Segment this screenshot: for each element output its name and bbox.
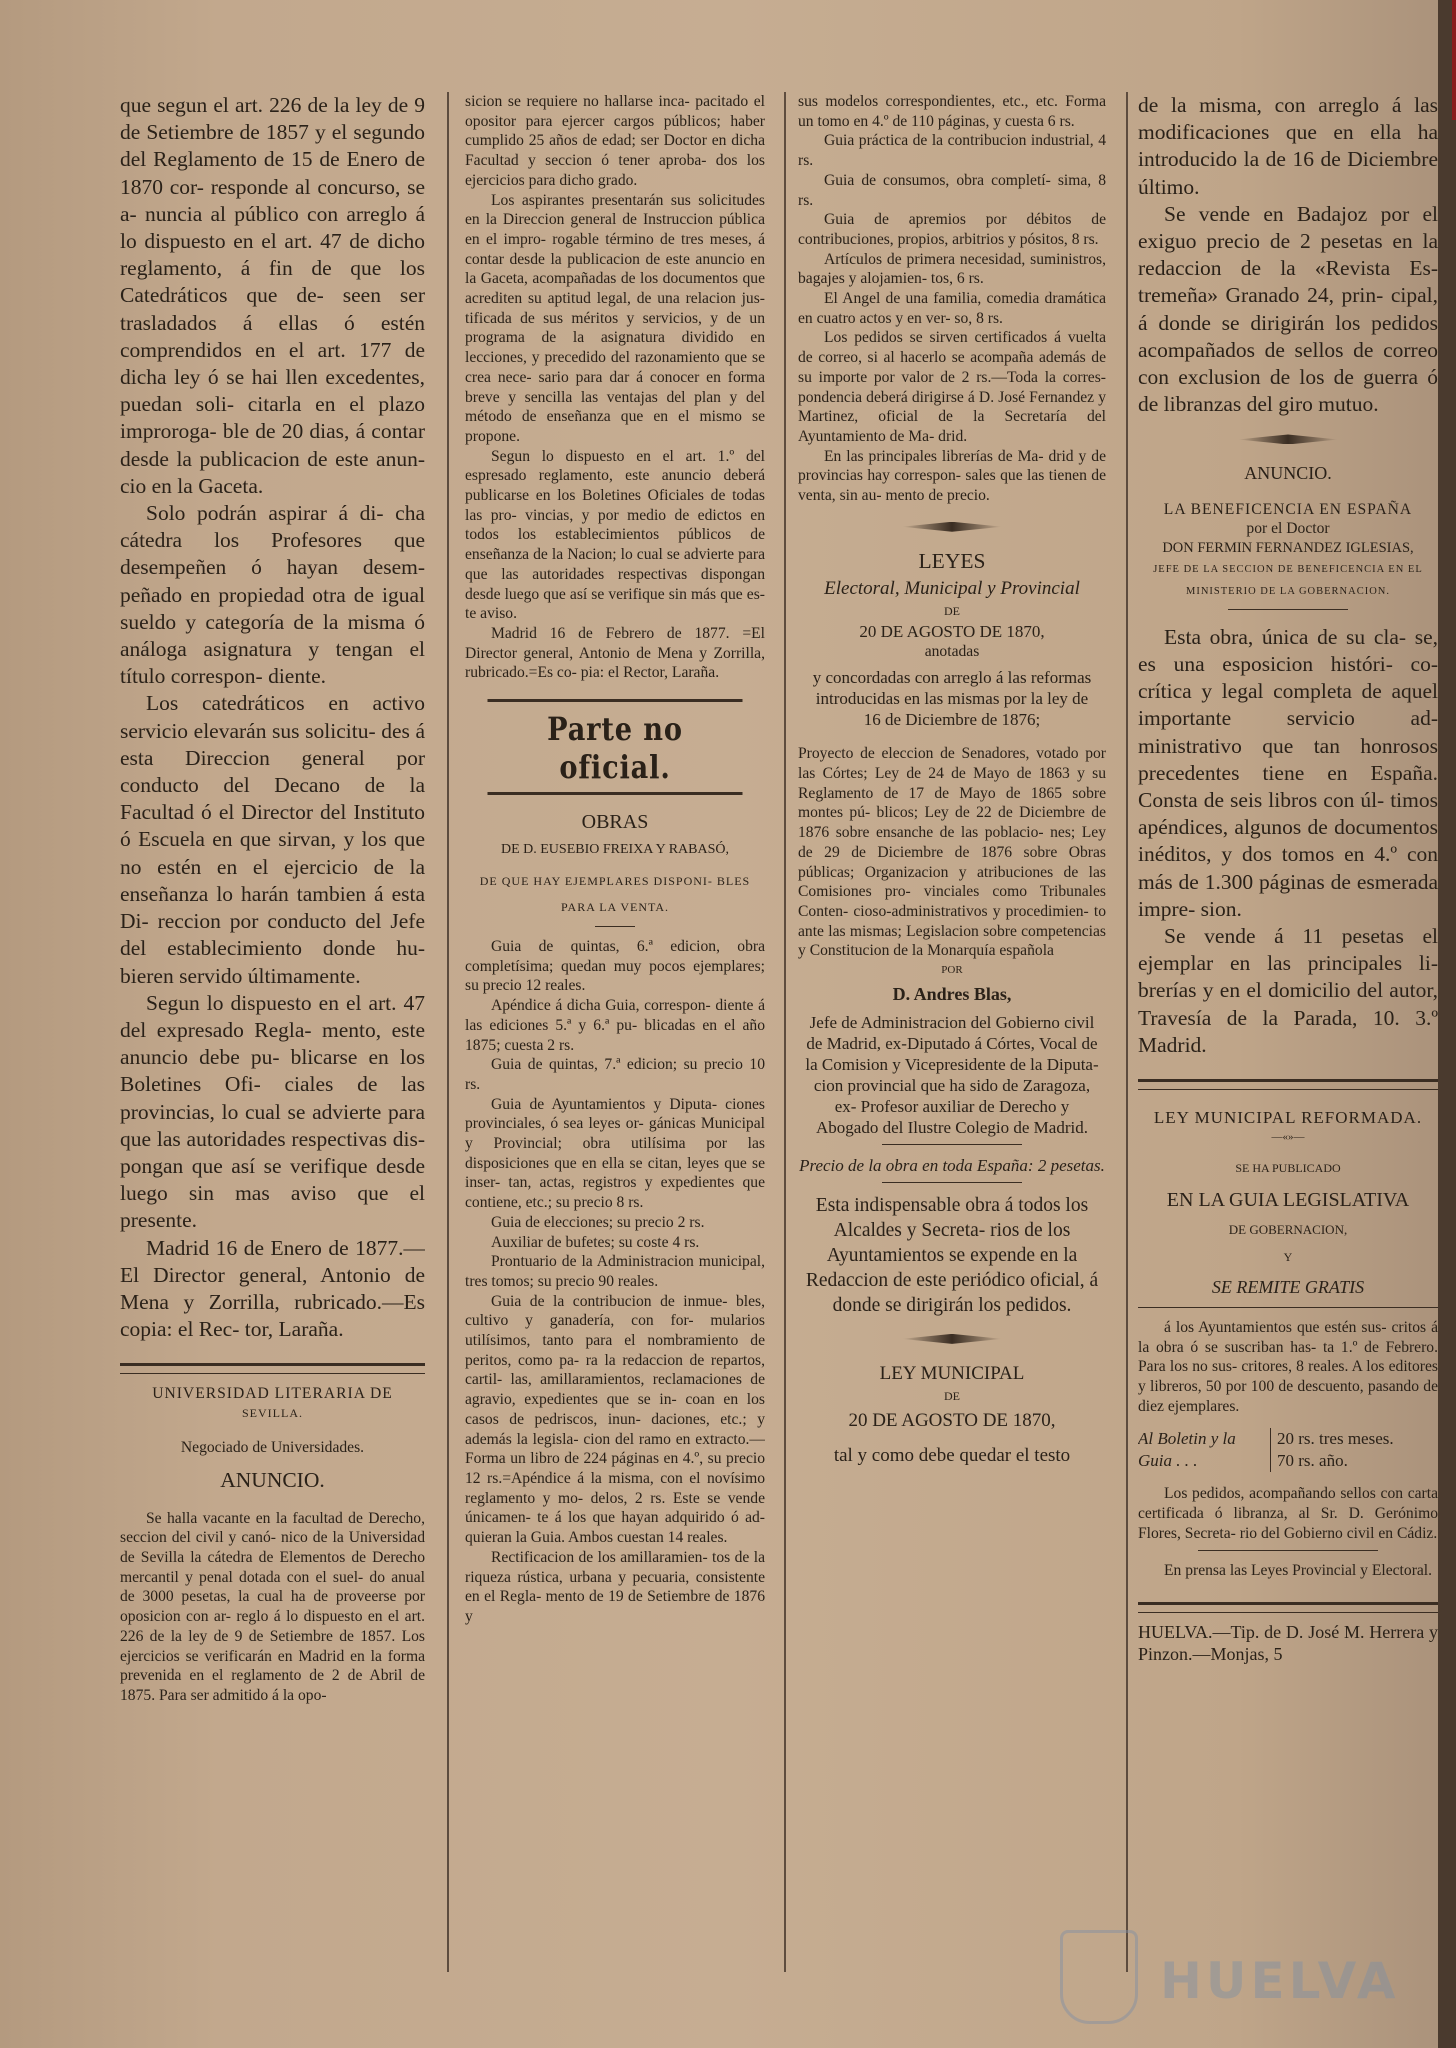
text: 20 DE AGOSTO DE 1870, bbox=[859, 621, 1045, 641]
text: Jefe de Administracion del Gobierno civil de Madrid, ex-Diputado á Córtes, Vocal de la Comision y Vicepresidente de la Diputa- cion provincial que ha sido de Zaragoza, ex- Profesor auxiliar de Derecho y Abogado del Ilustre Colegio de Madrid. bbox=[805, 1012, 1099, 1137]
subheading: Electoral, Municipal y Provincial bbox=[824, 577, 1080, 599]
price-labels bbox=[1138, 1428, 1270, 1472]
column-4 bbox=[1138, 92, 1438, 1992]
ornament bbox=[1238, 434, 1338, 444]
paragraph: de la misma, con arreglo á las modificaciones que en ella ha introducido la de 16 de Diciembre último. bbox=[1138, 93, 1438, 199]
paragraph: Se halla vacante en la facultad de Derecho, seccion del civil y canó- nico de la Universidad de Sevilla la cátedra de Elementos de Derecho mercantil y penal dotada con el suel- do anual de 3000 pesetas, la cual ha de proveerse por oposicion con ar- reglo á lo dispuesto en el art. 226 de la ley de 9 de Setiembre de 1857. Los ejercicios se verificarán en Madrid en la forma prevenida en el reglamento de 2 de Abril de 1875. Para ser admitido á la opo- bbox=[120, 1509, 425, 1704]
text: tal y como debe quedar el testo bbox=[833, 1445, 1071, 1467]
section-divider bbox=[1138, 1079, 1438, 1090]
text: 20 DE AGOSTO DE 1870, bbox=[848, 1409, 1056, 1431]
divider bbox=[595, 926, 635, 927]
text: POR bbox=[941, 964, 963, 977]
imprint: HUELVA.—Tip. de D. José M. Herrera y Pinzon.—Monjas, 5 bbox=[1138, 1622, 1438, 1665]
watermark: HUELVA bbox=[1160, 1952, 1400, 2010]
list-item: Rectificacion de los amillaramien- tos de la riqueza rústica, urbana y pecuaria, consistente en el Regla- mento de 19 de Setiembre de 1876 y bbox=[465, 1548, 765, 1625]
signature-line: Madrid 16 de Enero de 1877.—El Director general, Antonio de Mena y Zorrilla, rubricado.—Es copia: el Rec- tor, Laraña. bbox=[120, 1235, 425, 1342]
price-label: Al Boletin y la bbox=[1138, 1429, 1236, 1449]
ornament: —«»— bbox=[1271, 1130, 1305, 1143]
ornament bbox=[902, 1334, 1002, 1344]
paragraph: Solo podrán aspirar á di- cha cátedra los Profesores que desempeñen ó hayan desem- peñado en propiedad otra de igual sueldo y categoría de la misma ó análoga asignatura y tengan el título correspon- diente. bbox=[120, 501, 425, 689]
paragraph: á los Ayuntamientos que estén sus- critos á la obra ó se suscriban has- ta 1.º de Febrero. Para los no sus- critores, 8 reales. A los editores y libreros, 50 por 100 de descuento, pasando de diez ejemplares. bbox=[1138, 1318, 1438, 1415]
divider bbox=[1198, 1550, 1378, 1551]
heading: OBRAS bbox=[581, 811, 649, 834]
list-item: Guia de la contribucion de inmue- bles, cultivo y ganadería, con for- mularios utilísimos, tanto para el nombramiento de peritos, como pa- ra la redaccion de repartos, cartil- las, amillaramientos, reclamaciones de agravio, expedientes que se in- coan en los casos de pedriscos, inun- daciones, etc.; y además la legisla- cion del ramo en extracto.—Forma un libro de 224 páginas en 4.º, su precio 12 rs.=Apéndice á la misma, con el novísimo reglamento y mo- delos, 2 rs. Este se vende únicamen- te á los que hayan adquirido ó ad- quieran la Guia. Ambos cuestan 14 reales. bbox=[465, 1292, 765, 1547]
paragraph: Se vende á 11 pesetas el ejemplar en las principales li- brerías y en el domicilio del autor, Travesía de la Parada, 10. 3.º Madrid. bbox=[1138, 923, 1438, 1057]
paragraph: Se vende en Badajoz por el exiguo precio de 2 pesetas en la redaccion de la «Revista Es- tremeña» Granado 24, prin- cipal, á donde se dirigirán los pedidos acompañados de sellos de correo con exclusion de los de guerra ó de libranzas del giro mutuo. bbox=[1138, 201, 1438, 417]
list-item: Guia práctica de la contribucion industrial, 4 rs. bbox=[798, 132, 1106, 170]
list-item: Guia de elecciones; su precio 2 rs. bbox=[491, 1213, 705, 1231]
column-1 bbox=[120, 92, 425, 1992]
list-item: En las principales librerías de Ma- drid y de provincias hay correspon- sales que las tienen de venta, sin au- mento de precio. bbox=[798, 447, 1106, 505]
paragraph: En prensa las Leyes Provincial y Electoral. bbox=[1164, 1561, 1433, 1579]
price-value: 20 rs. tres meses. bbox=[1277, 1429, 1394, 1449]
paragraph: Los aspirantes presentarán sus solicitudes en la Direccion general de Instruccion pública en el impro- rogable término de tres meses, á contar desde la publicacion de este anuncio en la Gaceta, acompañadas de los documentos que acrediten su aptitud legal, de una relacion jus- tificada de sus méritos y servicios, y de un programa de la asignatura dividido en lecciones, y precedido del razonamiento que se crea nece- sario para dar á conocer en forma breve y sencilla las ventajas del plan y del método de enseñanza que en el mismo se propone. bbox=[465, 191, 765, 445]
library-seal-icon bbox=[1060, 1930, 1138, 2024]
list-item: Los pedidos se sirven certificados á vuelta de correo, si al hacerlo se acompaña además de su importe por valor de 2 rs.—Toda la corres- pondencia deberá dirigirse á D. José Fernandez y Martinez, oficial de la Secretaría del Ayuntamiento de Ma- drid. bbox=[798, 329, 1106, 445]
subheading: DE QUE HAY EJEMPLARES DISPONI- BLES PARA LA VENTA. bbox=[479, 874, 751, 914]
list-item: El Angel de una familia, comedia dramática en cuatro actos y en ver- so, 8 rs. bbox=[798, 290, 1106, 327]
column-2 bbox=[465, 92, 765, 1992]
paragraph: Esta obra, única de su cla- se, es una esposicion históri- co-crítica y legal completa de aquel importante servicio ad- ministrativo que tan honrosos precedentes tiene en España. Consta de seis libros con úl- timos apéndices, algunos de documentos inéditos, y dos tomos en 4.º con más de 1.300 páginas de esmerada impre- sion. bbox=[1138, 624, 1438, 921]
author-name: D. Andres Blas, bbox=[892, 983, 1012, 1004]
text: y concordadas con arreglo á las reformas introducidas en las mismas por la ley de 16 de Diciembre de 1876; bbox=[812, 668, 1092, 730]
heading: SEVILLA. bbox=[242, 1406, 303, 1421]
heading: LEY MUNICIPAL bbox=[879, 1362, 1025, 1384]
paragraph: Segun lo dispuesto en el art. 47 del expresado Regla- mento, este anuncio debe pu- blicarse en los Boletines Ofi- ciales de las provincias, lo cual se advierte para que las autoridades respectivas dis- pongan que así se verifique desde luego sin mas aviso que el presente. bbox=[120, 990, 425, 1233]
heading: ANUNCIO. bbox=[220, 1468, 325, 1493]
list-item: Artículos de primera necesidad, suministros, bagajes y alojamien- tos, 6 rs. bbox=[798, 250, 1106, 288]
book-list bbox=[465, 937, 765, 1627]
list-item: Prontuario de la Administracion municipal, tres tomos; su precio 90 reales. bbox=[465, 1253, 765, 1290]
paragraph: Los catedráticos en activo servicio elevarán sus solicitu- des á esta Direccion general por conducto del Decano de la Facultad ó el Director del Instituto ó Escuela en que sirvan, y los que no estén en el ejercicio de la enseñanza lo harán tambien á esta Di- reccion por conducto del Jefe del establecimiento donde hu- bieren servido últimamente. bbox=[120, 691, 425, 988]
text: DON FERMIN FERNANDEZ IGLESIAS, bbox=[1162, 540, 1414, 557]
text: Y bbox=[1283, 1250, 1293, 1265]
heading: LEY MUNICIPAL REFORMADA. bbox=[1153, 1108, 1423, 1127]
heading: ANUNCIO. bbox=[1244, 463, 1332, 484]
list-item: Guia de consumos, obra completí- sima, 8 rs. bbox=[798, 171, 1106, 209]
list-item: Auxiliar de bufetes; su coste 4 rs. bbox=[491, 1233, 700, 1251]
paragraph: que segun el art. 226 de la ley de 9 de Setiembre de 1857 y el segundo del Reglamento de 15 de Enero de 1870 cor- responde al concurso, se a- nuncia al público con arreglo á lo dispuesto en el art. 47 de dicho reglamento, á fin de que los Catedráticos que de- seen ser trasladados á ellas ó estén comprendidos en el art. 177 de dicha ley ó se hai llen excedentes, puedan soli- citarla en el plazo improroga- ble de 20 dias, á contar desde la publicacion de este anun- cio en la Gaceta. bbox=[120, 93, 425, 498]
price-table bbox=[1138, 1428, 1438, 1472]
heading: UNIVERSIDAD LITERARIA DE bbox=[152, 1385, 393, 1403]
paragraph: Los pedidos, acompañando sellos con carta certificada ó libranza, al Sr. D. Gerónimo Flores, Secreta- rio del Gobierno civil en Cádiz. bbox=[1138, 1485, 1438, 1542]
text: DE bbox=[944, 1389, 960, 1404]
list-item: Guia de quintas, 6.ª edicion, obra completísima; quedan muy pocos ejemplares; su precio 12 reales. bbox=[465, 938, 765, 995]
list-item: Guia de apremios por débitos de contribuciones, propios, arbitrios y pósitos, 8 rs. bbox=[798, 211, 1106, 248]
divider bbox=[882, 1182, 1022, 1183]
page-edge bbox=[1438, 0, 1456, 2048]
column-3 bbox=[798, 92, 1106, 1992]
heading: EN LA GUIA LEGISLATIVA bbox=[1166, 1189, 1410, 1212]
book-list bbox=[798, 92, 1106, 506]
text: DE GOBERNACION, bbox=[1228, 1222, 1348, 1238]
divider bbox=[1228, 609, 1348, 610]
ornament bbox=[902, 522, 1002, 532]
text: por el Doctor bbox=[1246, 520, 1330, 538]
heading: LEYES bbox=[918, 548, 986, 573]
list-item: Guia de quintas, 7.ª edicion; su precio 10 rs. bbox=[465, 1056, 765, 1093]
paragraph: Segun lo dispuesto en el art. 1.º del espresado reglamento, este anuncio deberá publicarse en los Boletines Oficiales de todas las pro- vincias, y por medio de edictos en todos los establecimientos públicos de enseñanza de la Nacion; lo cual se advierte para que las autoridades respectivas dispongan desde luego que así se verifique sin más que es- te aviso. bbox=[465, 447, 765, 623]
binding-mark bbox=[1452, 0, 1456, 120]
column-rule bbox=[784, 92, 786, 1972]
paragraph: Esta indispensable obra á todos los Alcaldes y Secreta- rios de los Ayuntamientos se expende en la Redaccion de este periódico oficial, á donde se dirigirán los pedidos. bbox=[805, 1194, 1099, 1316]
list-item: Guia de Ayuntamientos y Diputa- ciones provinciales, ó sea leyes or- gánicas Municipal y Provincial; obra utilísima por las disposiciones que en ella se citan, leyes que se inser- tan, actas, registros y expedientes que contiene, etc.; su precio 8 rs. bbox=[465, 1095, 765, 1212]
price-label: Guia . . . bbox=[1138, 1451, 1198, 1471]
section-banner: Parte no oficial. bbox=[488, 699, 743, 795]
divider bbox=[882, 1144, 1022, 1145]
column-rule bbox=[1126, 92, 1128, 1972]
heading: DE D. EUSEBIO FREIXA Y RABASÓ, bbox=[500, 842, 730, 858]
column-rule bbox=[447, 92, 449, 1972]
paragraph: Proyecto de eleccion de Senadores, votado por las Córtes; Ley de 24 de Mayo de 1863 y su Reglamento de 17 de Mayo de 1865 sobre montes pú- blicos; Ley de 22 de Diciembre de 1876 sobre ensanche de las poblacio- nes; Ley de 29 de Diciembre de 1876 sobre Obras públicas; Organizacion y atribuciones de las Comisiones pro- vinciales como Tribunales Conten- cioso-administrativos y procedimien- to ante las mismas; Legislacion sobre competencias y Constitucion de la Monarquía española bbox=[798, 745, 1106, 960]
heading: LA BENEFICENCIA EN ESPAÑA bbox=[1163, 500, 1413, 518]
list-item: sus modelos correspondientes, etc., etc. Forma un tomo en 4.º de 110 páginas, y cuesta 6 rs. bbox=[798, 93, 1106, 130]
price-value: 70 rs. año. bbox=[1277, 1451, 1348, 1471]
section-divider bbox=[1138, 1602, 1438, 1613]
text: JEFE DE LA SECCION DE BENEFICENCIA EN EL MINISTERIO DE LA GOBERNACION. bbox=[1153, 563, 1423, 597]
text: DE bbox=[944, 604, 960, 619]
text: SE HA PUBLICADO bbox=[1235, 1161, 1341, 1176]
price-values bbox=[1270, 1428, 1394, 1472]
signature-line: Madrid 16 de Febrero de 1877. =El Director general, Antonio de Mena y Zorrilla, rubricado.=Es co- pia: el Rector, Laraña. bbox=[465, 624, 765, 682]
list-item: Apéndice á dicha Guia, correspon- diente á las ediciones 5.ª y 6.ª pu- blicadas en el año 1875; cuesta 2 rs. bbox=[465, 997, 765, 1054]
price-line: Precio de la obra en toda España: 2 pesetas. bbox=[799, 1155, 1105, 1175]
paragraph: sicion se requiere no hallarse inca- pacitado el opositor para ejercer cargos públicos; haber cumplido 25 años de edad; ser Doctor en dicha Facultad y seccion ó tener aproba- dos los ejercicios para dicho grado. bbox=[465, 93, 765, 189]
heading: SE REMITE GRATIS bbox=[1211, 1276, 1365, 1297]
divider bbox=[1138, 1307, 1438, 1308]
subheading: Negociado de Universidades. bbox=[180, 1438, 365, 1456]
text: anotadas bbox=[924, 642, 980, 660]
section-divider bbox=[120, 1363, 425, 1374]
